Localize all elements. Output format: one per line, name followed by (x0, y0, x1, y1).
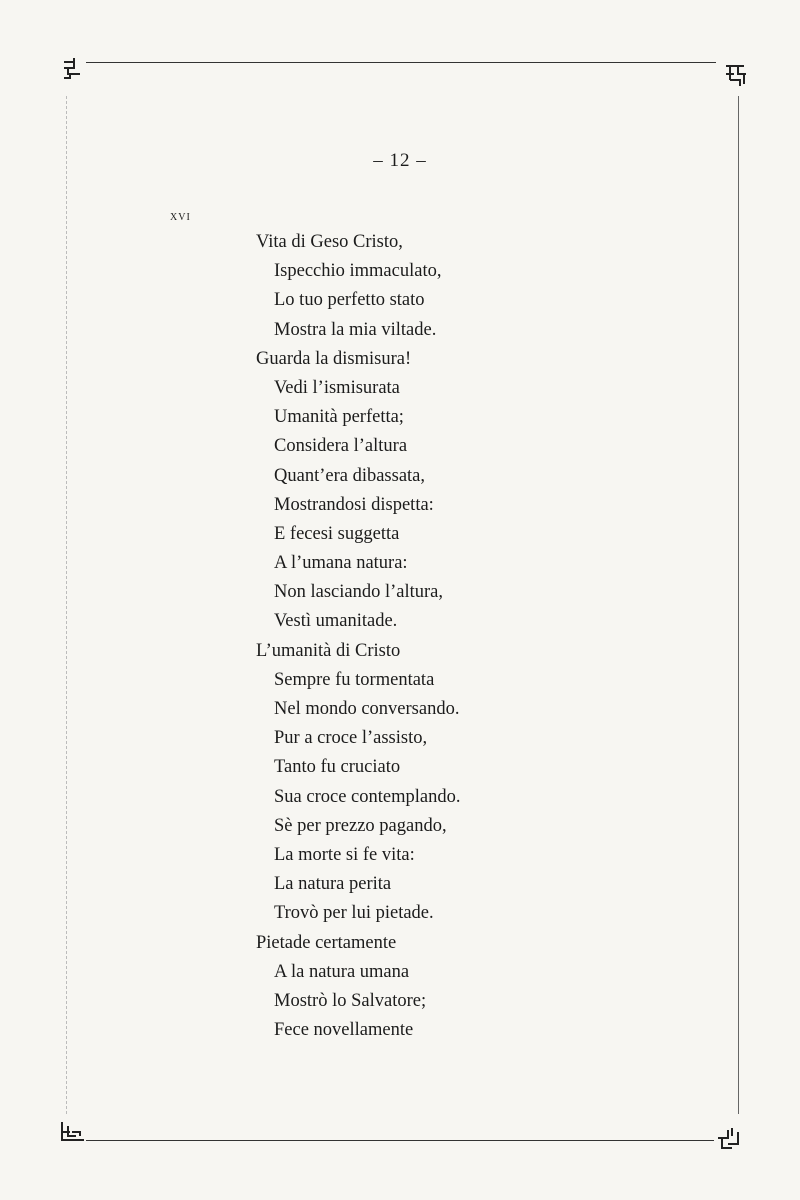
section-numeral: XVI (170, 212, 191, 223)
verse-line: Umanità perfetta; (274, 407, 404, 428)
verse-line: Pietade certamente (256, 932, 397, 953)
verse-line: Lo tuo perfetto stato (274, 290, 425, 311)
corner-ornament-icon (714, 1124, 742, 1152)
verse-line: Vestì umanitade. (274, 611, 398, 632)
verse-line: Ispecchio immaculato, (274, 261, 442, 282)
verse-line: Considera l’altura (274, 436, 408, 457)
top-border-rule (86, 62, 716, 63)
left-border-rule (66, 96, 67, 1114)
verse-line: Sempre fu tormentata (274, 669, 435, 690)
verse-line: Sua croce contemplando. (274, 786, 461, 807)
verse-line: Nel mondo conversando. (274, 699, 460, 719)
verse-line: Trovò per lui pietade. (274, 903, 434, 924)
verse-line: Mostrandosi dispetta: (274, 494, 434, 515)
verse-line: Mostra la mia viltade. (274, 319, 437, 340)
verse-line: A l’umana natura: (274, 553, 408, 574)
bottom-border-rule (86, 1140, 714, 1141)
verse-line: L’umanità di Cristo (256, 640, 401, 661)
corner-ornament-icon (722, 60, 750, 88)
verse-line: Quant’era dibassata, (274, 465, 426, 486)
poem-text (256, 228, 556, 1045)
verse-line: Pur a croce l’assisto, (274, 728, 428, 749)
verse-line: Fece novellamente (274, 1020, 414, 1041)
verse-line: La natura perita (274, 874, 392, 895)
verse-line: Non lasciando l’altura, (274, 582, 444, 603)
verse-line: La morte si fe vita: (274, 844, 415, 865)
right-border-rule (738, 96, 739, 1114)
corner-ornament-icon (58, 1118, 86, 1146)
page-number: – 12 – (373, 150, 427, 171)
verse-line: Mostrò lo Salvatore; (274, 990, 427, 1011)
verse-line: E fecesi suggetta (274, 523, 400, 544)
verse-line: Tanto fu cruciato (274, 757, 401, 778)
verse-line: Sè per prezzo pagando, (274, 815, 447, 836)
verse-line: Vita di Geso Cristo, (256, 232, 403, 252)
verse-line: Vedi l’ismisurata (274, 377, 400, 398)
verse-line: A la natura umana (274, 961, 410, 982)
verse-line: Guarda la dismisura! (256, 348, 412, 369)
corner-ornament-icon (60, 56, 88, 84)
